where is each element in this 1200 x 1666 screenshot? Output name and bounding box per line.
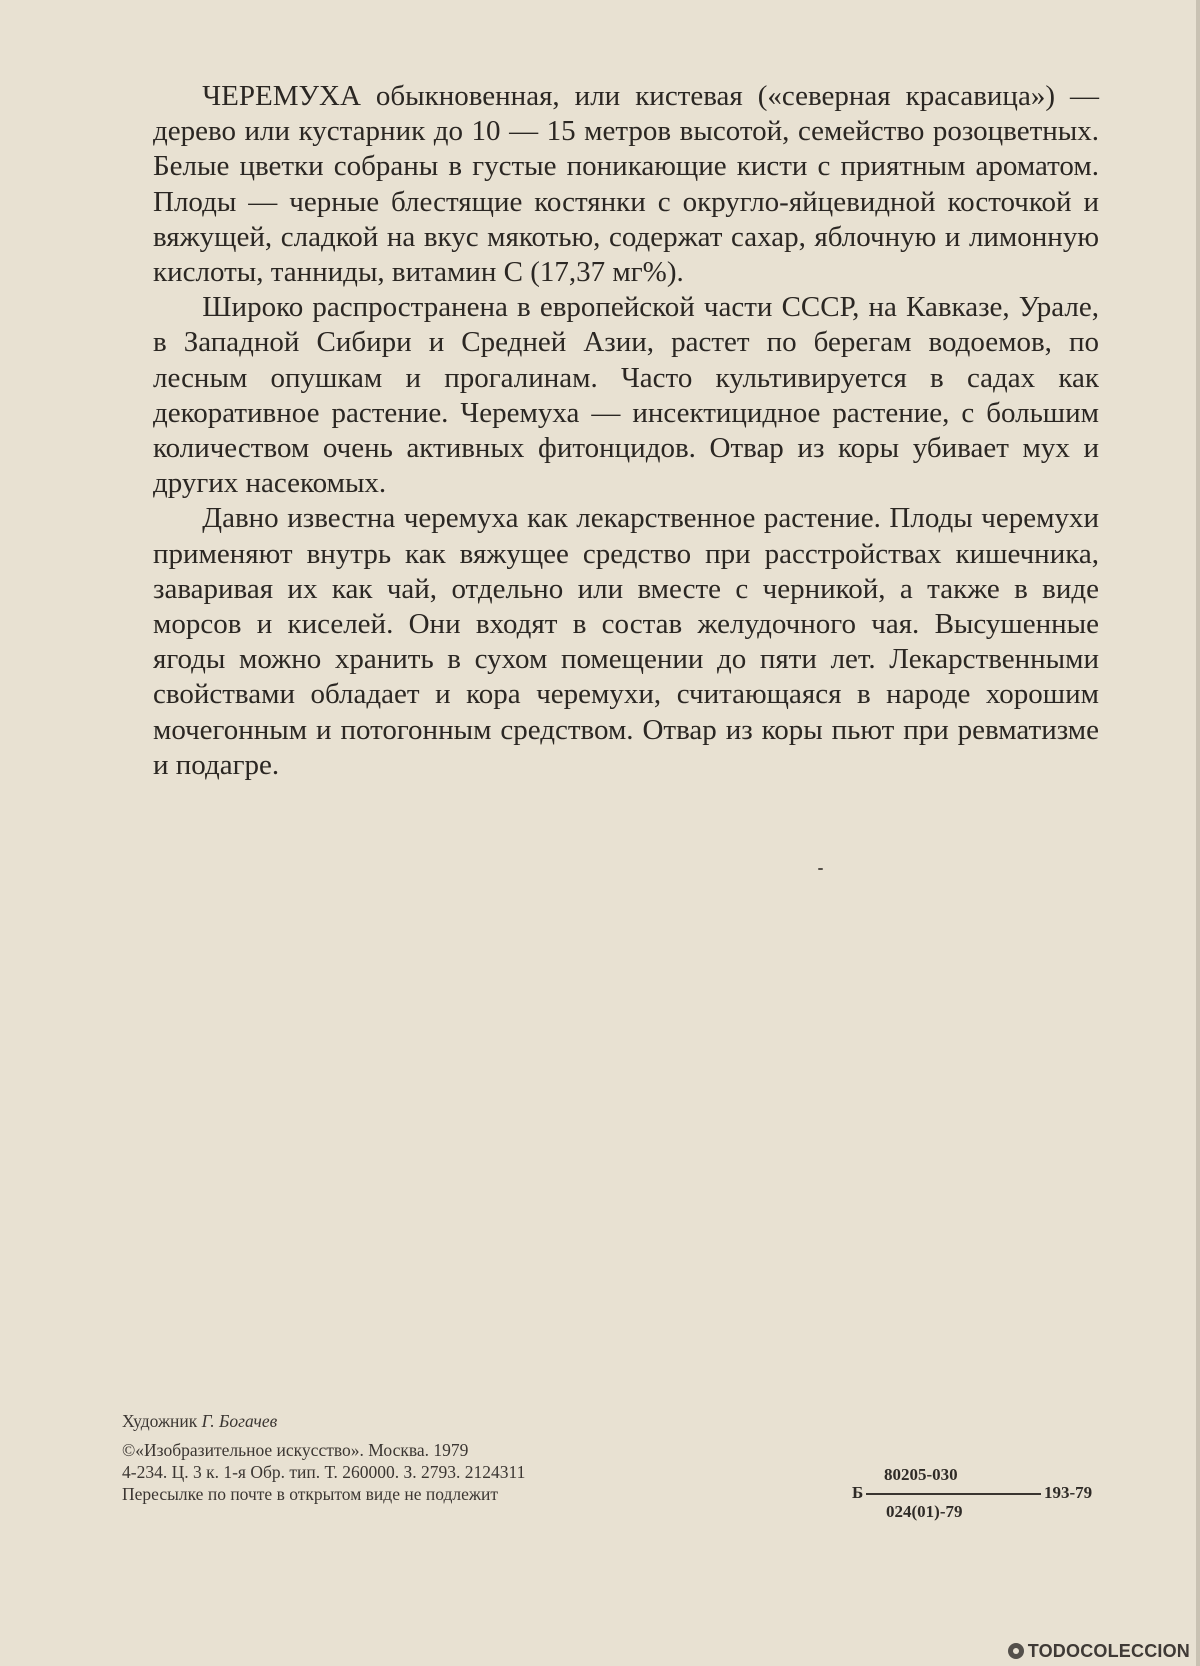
scan-edge <box>1196 0 1200 1666</box>
artist-credit <box>122 1410 742 1432</box>
watermark-logo-icon <box>1008 1643 1024 1659</box>
imprint-block <box>122 1410 742 1505</box>
catalog-letter: Б <box>852 1483 864 1502</box>
catalog-denominator: 024(01)-79 <box>886 1502 963 1521</box>
print-speck <box>818 868 823 870</box>
catalog-suffix: 193-79 <box>1044 1483 1093 1502</box>
paragraph-1: ЧЕРЕМУХА обыкновенная, или кистевая («северная красавица») — дерево или кустарник до 10 — 15 метров высотой, семейство розоцветных. Белые цветки собраны в густые поникающие кисти с приятным ароматом. Плоды — черные блестящие костянки с округло-яйцевидной косточкой и вяжущей, сладкой на вкус мякотью, содержат сахар, яблочную и лимонную кислоты, танниды, витамин С (17,37 мг%). <box>153 80 1099 289</box>
paragraph-3: Давно известна черемуха как лекарственное растение. Плоды черемухи применяют внутрь как вяжущее средство при расстройствах кишечника, заваривая их как чай, отдельно или вместе с черникой, а также в виде морсов и киселей. Они входят в состав желудочного чая. Высушенные ягоды можно хранить в сухом помещении до пяти лет. Лекарственными свойствами обладает и кора черемухи, считающаяся в народе хорошим мочегонным и потогонным средством. Отвар из коры пьют при ревматизме и подагре. <box>153 502 1099 781</box>
artist-name: Г. Богачев <box>201 1411 278 1431</box>
copyright-line: ©«Изобразительное искусство». Москва. 1979 <box>122 1440 469 1460</box>
article-body <box>153 79 1099 783</box>
paragraph-2: Широко распространена в европейской части СССР, на Кавказе, Урале, в Западной Сибири и Средней Азии, растет по берегам водоемов, по лесным опушкам и прогалинам. Часто культивируется в садах как декоративное растение. Черемуха — инсектицидное растение, с большим количеством очень активных фитонцидов. Отвар из коры убивает мух и других насекомых. <box>153 291 1099 500</box>
print-details: 4-234. Ц. 3 к. 1-я Обр. тип. Т. 260000. З. 2793. 2124311 <box>122 1462 526 1482</box>
watermark <box>1008 1641 1190 1662</box>
watermark-text: TODOCOLECCION <box>1027 1641 1190 1661</box>
artist-label: Художник <box>122 1411 198 1431</box>
catalog-numerator: 80205-030 <box>884 1465 958 1484</box>
postal-note: Пересылке по почте в открытом виде не подлежит <box>122 1484 498 1504</box>
fraction-line <box>866 1493 1041 1495</box>
catalog-code <box>852 1465 1112 1529</box>
